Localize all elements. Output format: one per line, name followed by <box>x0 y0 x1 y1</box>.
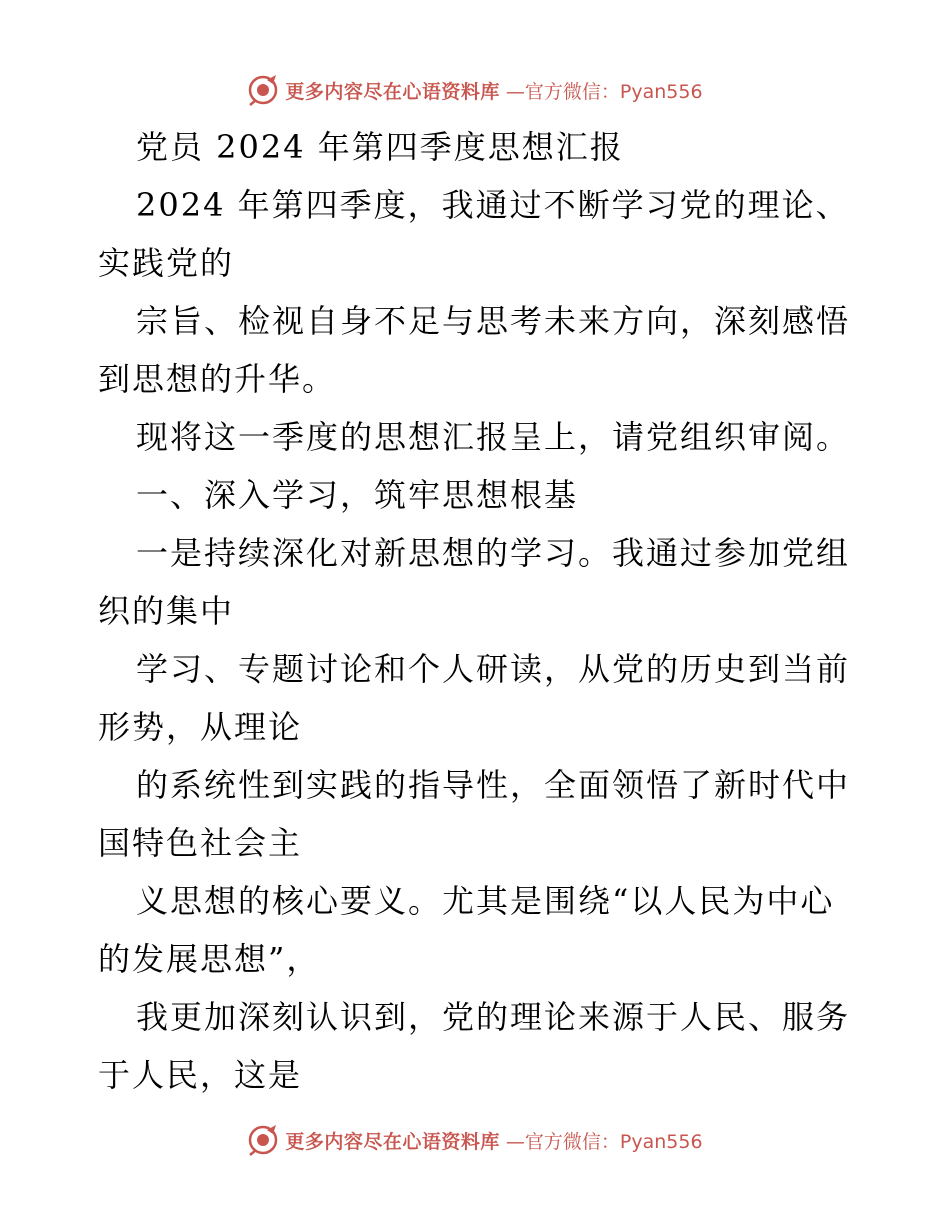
text-line: 于人民，这是 <box>98 1056 303 1094</box>
text-line: 义思想的核心要义。尤其是围绕“以人民为中心 <box>136 882 835 920</box>
text-line: 形势，从理论 <box>98 708 303 746</box>
banner-brand-text: 更多内容尽在心语资料库 <box>285 80 500 103</box>
banner-contact-text: —官方微信：Pyan556 <box>505 1130 703 1153</box>
document-body <box>98 118 858 1104</box>
text-line: 实践党的 <box>98 244 235 282</box>
text-line: 学习、专题讨论和个人研读，从党的历史到当前 <box>136 650 851 688</box>
banner-contact-text: —官方微信：Pyan556 <box>505 80 703 103</box>
text-line: 到思想的升华。 <box>98 360 337 398</box>
header-watermark-banner <box>0 70 950 110</box>
section-heading: 一、深入学习，筑牢思想根基 <box>136 476 579 514</box>
banner-brand-text: 更多内容尽在心语资料库 <box>285 1130 500 1153</box>
text-line: 一是持续深化对新思想的学习。我通过参加党组 <box>136 534 851 572</box>
pen-logo-icon <box>247 1124 279 1156</box>
text-line: 的发展思想”， <box>98 940 321 978</box>
text-line: 我更加深刻认识到，党的理论来源于人民、服务 <box>136 998 851 1036</box>
text-line: 国特色社会主 <box>98 824 303 862</box>
text-line: 宗旨、检视自身不足与思考未来方向，深刻感悟 <box>136 302 851 340</box>
text-line: 的系统性到实践的指导性，全面领悟了新时代中 <box>136 766 851 804</box>
footer-watermark-banner <box>0 1120 950 1160</box>
pen-logo-icon <box>247 74 279 106</box>
text-line: 现将这一季度的思想汇报呈上，请党组织审阅。 <box>136 418 851 456</box>
text-line: 织的集中 <box>98 592 235 630</box>
text-line: 2024 年第四季度，我通过不断学习党的理论、 <box>136 186 850 224</box>
document-title: 党员 2024 年第四季度思想汇报 <box>136 128 624 166</box>
